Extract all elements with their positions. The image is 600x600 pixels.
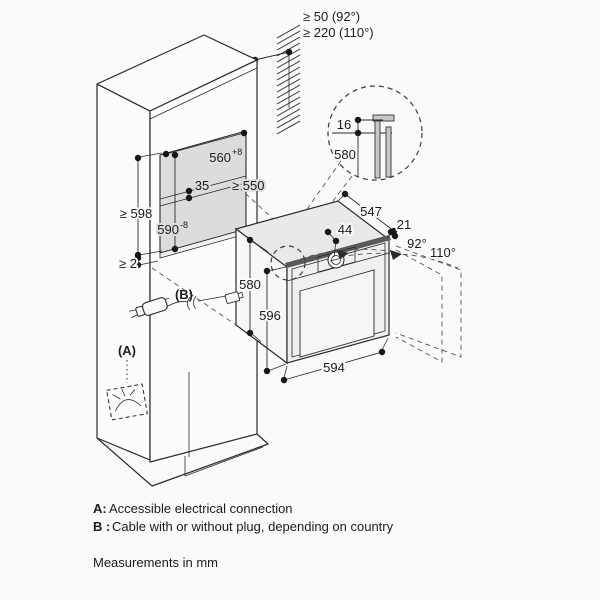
detail-view bbox=[328, 86, 422, 180]
dim-niche-depth: ≥ 550 bbox=[232, 178, 265, 193]
door-panel-profile bbox=[386, 127, 391, 177]
cabinet-side-face bbox=[97, 84, 153, 460]
dim-niche-height: 590 bbox=[157, 222, 179, 237]
dim-front-gap: 21 bbox=[396, 217, 412, 232]
frame-profile-leg bbox=[375, 121, 380, 178]
callout-a-label: (A) bbox=[117, 343, 137, 358]
clearance-label-2: ≥ 220 (110°) bbox=[303, 25, 374, 40]
clearance-label-1: ≥ 50 (92°) bbox=[303, 9, 361, 24]
legend bbox=[93, 501, 394, 570]
legend-b-text: Cable with or without plug, depending on country bbox=[112, 519, 394, 534]
dim-vent: 35 bbox=[194, 178, 210, 193]
dim-width: 594 bbox=[323, 360, 345, 375]
door-open-110 bbox=[396, 246, 461, 357]
callout-b-label: (B) bbox=[174, 287, 194, 302]
legend-a-text: Accessible electrical connection bbox=[109, 501, 293, 516]
dim-panel: 44 bbox=[337, 222, 353, 237]
legend-a-key: A: bbox=[93, 501, 107, 516]
dim-cab-height: ≥ 598 bbox=[119, 206, 153, 221]
dim-niche-width-tol: +8 bbox=[232, 147, 243, 157]
dim-angle2: 110° bbox=[430, 245, 456, 260]
swing-arrow-110 bbox=[390, 250, 402, 260]
door-open-92 bbox=[396, 250, 442, 362]
dim-niche-height-tol: -8 bbox=[180, 220, 189, 230]
legend-b-key: B : bbox=[93, 519, 111, 534]
dim-bottom-gap: ≥ 2 bbox=[119, 256, 137, 271]
wall-hatch bbox=[277, 25, 300, 134]
dim-depth: 547 bbox=[360, 204, 382, 219]
dim-body-height: 580 bbox=[239, 277, 261, 292]
legend-note: Measurements in mm bbox=[93, 555, 218, 570]
dim-front-height: 596 bbox=[259, 308, 281, 323]
dim-detail-height: 580 bbox=[334, 147, 356, 162]
dim-niche-width: 560 bbox=[209, 150, 231, 165]
dim-detail-offset: 16 bbox=[336, 117, 352, 132]
dim-angle1: 92° bbox=[407, 236, 427, 251]
